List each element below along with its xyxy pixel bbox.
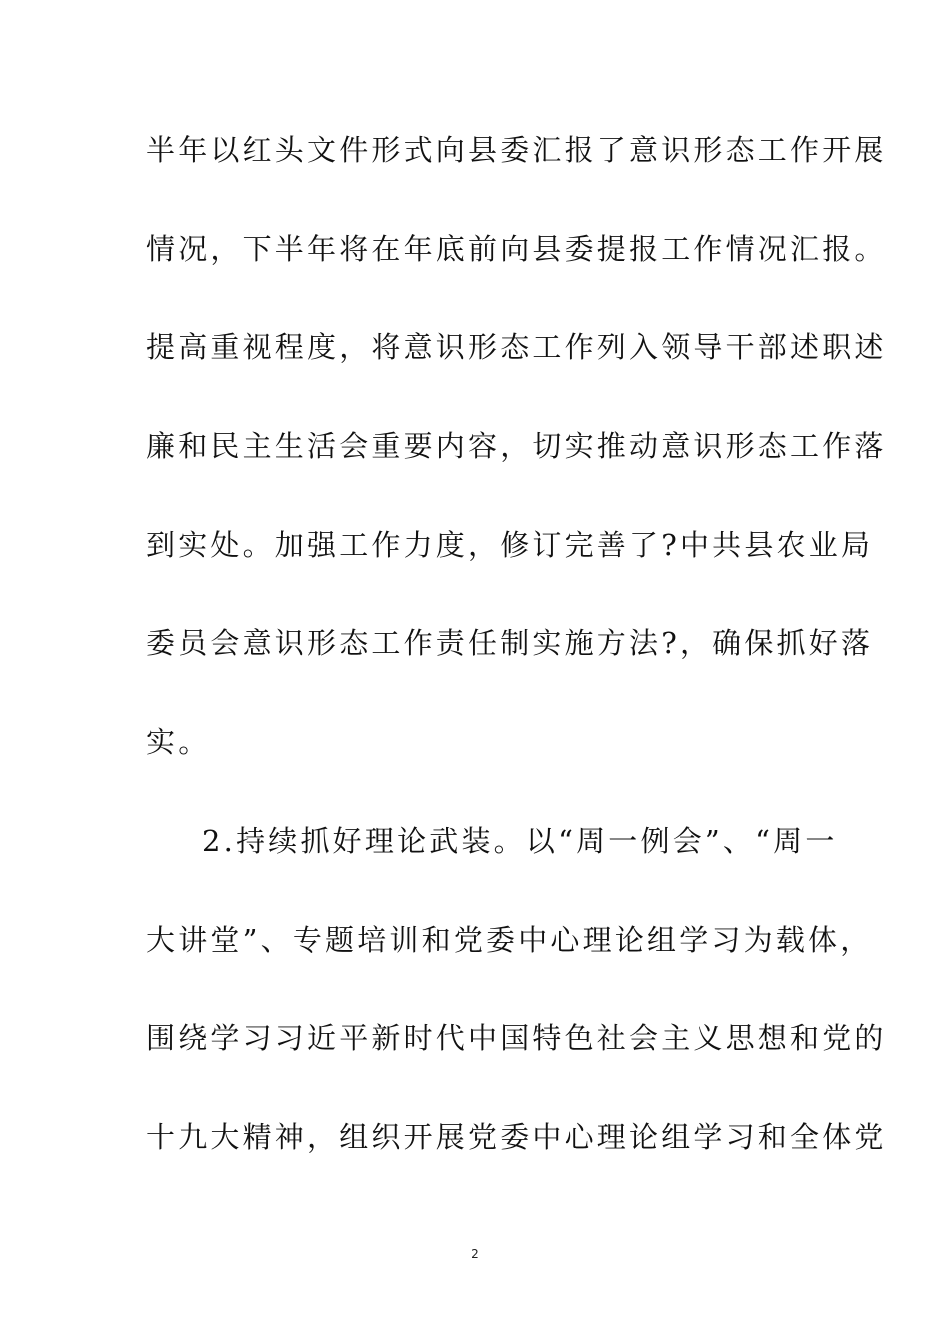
text-line: 十九大精神，组织开展党委中心理论组学习和全体党 (146, 1119, 887, 1154)
text-line: 围绕学习习近平新时代中国特色社会主义思想和党的 (146, 1021, 887, 1056)
text-line: 廉和民主生活会重要内容，切实推动意识形态工作落 (146, 429, 887, 464)
paragraph-first-line: 2.持续抓好理论武装。以“周一例会”、“周一 (202, 823, 838, 858)
document-body (146, 120, 887, 1206)
text-line: 大讲堂”、专题培训和党委中心理论组学习为载体， (146, 922, 873, 957)
page-number: 2 (471, 1247, 479, 1261)
text-line: 委员会意识形态工作责任制实施方法?，确保抓好落 (146, 626, 874, 661)
text-line: 半年以红头文件形式向县委汇报了意识形态工作开展 (146, 133, 887, 167)
text-line: 情况，下半年将在年底前向县委提报工作情况汇报。 (146, 231, 887, 266)
text-line: 到实处。加强工作力度，修订完善了?中共县农业局 (146, 527, 874, 562)
text-line: 提高重视程度，将意识形态工作列入领导干部述职述 (146, 330, 887, 365)
text-line: 实。 (146, 725, 211, 760)
